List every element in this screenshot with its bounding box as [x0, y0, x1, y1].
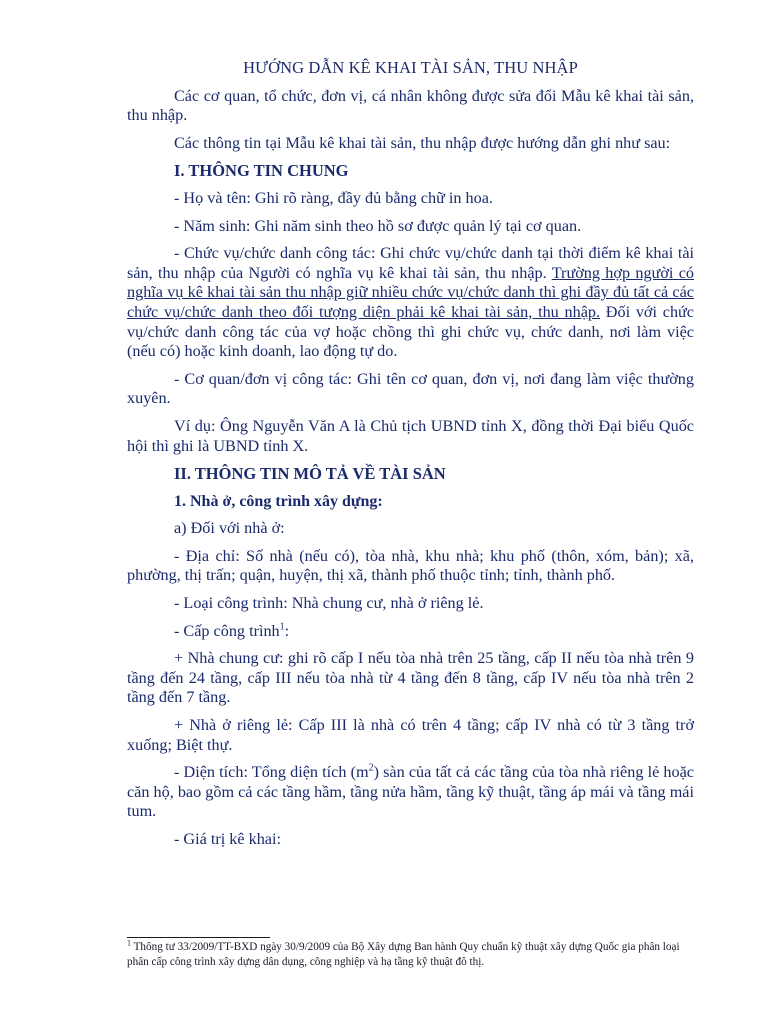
- footnote-reference[interactable]: 1: [279, 621, 285, 633]
- footnote-text: Thông tư 33/2009/TT-BXD ngày 30/9/2009 của Bộ Xây dựng Ban hành Quy chuẩn kỹ thuật xây dựng Quốc gia phân loại phân cấp công trình xây dựng dân dụng, công nghiệp và hạ tầng kỹ thuật đô thị.: [127, 941, 680, 968]
- building-type-item: - Loại công trình: Nhà chung cư, nhà ở riêng lẻ.: [174, 594, 484, 613]
- area-text-part1: - Diện tích: Tổng diện tích (m: [174, 763, 369, 782]
- sub-a-label: a) Đối với nhà ở:: [174, 519, 285, 538]
- building-grade-suffix: :: [284, 621, 290, 640]
- position-item: [127, 244, 694, 362]
- footnote: [127, 940, 694, 970]
- private-house-grade-item: + Nhà ở riêng lẻ: Cấp III là nhà có trên 4 tầng; cấp IV nhà có từ 3 tầng trở xuống; Biệt thự.: [127, 716, 694, 754]
- section-1-heading: I. THÔNG TIN CHUNG: [174, 161, 349, 181]
- intro-paragraph-1: Các cơ quan, tổ chức, đơn vị, cá nhân không được sửa đổi Mẫu kê khai tài sản, thu nhập.: [127, 86, 694, 125]
- section-2-heading: II. THÔNG TIN MÔ TẢ VỀ TÀI SẢN: [174, 464, 446, 484]
- intro-paragraph-2: Các thông tin tại Mẫu kê khai tài sản, thu nhập được hướng dẫn ghi như sau:: [174, 133, 671, 152]
- square-superscript: 2: [368, 762, 374, 774]
- building-grade-item: [127, 622, 694, 642]
- position-text-part2: Đối với chức vụ/chức danh công tác của vợ hoặc chồng thì ghi chức vụ, chức danh, nơi làm việc (nếu có) hoặc kinh doanh, lao động tự do.: [127, 302, 694, 361]
- footnote-separator: [127, 937, 270, 938]
- declared-value-item: - Giá trị kê khai:: [174, 830, 281, 848]
- address-item: - Địa chỉ: Số nhà (nếu có), tòa nhà, khu nhà; khu phố (thôn, xóm, bản); xã, phường, thị trấn; quận, huyện, thị xã, thành phố thuộc tỉnh; tỉnh, thành phố.: [127, 546, 694, 585]
- position-underlined-text: Trường hợp người có nghĩa vụ kê khai tài sản thu nhập giữ nhiều chức vụ/chức danh thì ghi đầy đủ tất cả các chức vụ/chức danh theo đối tượng diện phải kê khai tài sản, thu nhập.: [127, 263, 694, 321]
- building-grade-label: - Cấp công trình: [174, 621, 280, 640]
- footnote-number: 1: [127, 938, 131, 948]
- full-name-item: - Họ và tên: Ghi rõ ràng, đầy đủ bằng chữ in hoa.: [174, 188, 493, 207]
- area-item: [127, 763, 694, 822]
- workplace-item: - Cơ quan/đơn vị công tác: Ghi tên cơ quan, đơn vị, nơi đang làm việc thường xuyên.: [127, 369, 694, 408]
- subsection-housing-heading: 1. Nhà ở, công trình xây dựng:: [174, 492, 383, 510]
- document-page: [127, 58, 694, 858]
- apartment-grade-item: + Nhà chung cư: ghi rõ cấp I nếu tòa nhà trên 25 tầng, cấp II nếu tòa nhà trên 9 tầng đến 24 tầng, cấp III nếu tòa nhà từ 4 tầng đến 8 tầng, cấp IV nếu tòa nhà trên 2 tầng đến 7 tầng.: [127, 649, 694, 707]
- document-title: HƯỚNG DẪN KÊ KHAI TÀI SẢN, THU NHẬP: [243, 58, 578, 77]
- area-text-part2: ) sàn của tất cả các tầng của tòa nhà riêng lẻ hoặc căn hộ, bao gồm cả các tầng hầm, tầng nửa hầm, tầng kỹ thuật, tầng áp mái và tầng mái tum.: [127, 763, 694, 821]
- birth-year-item: - Năm sinh: Ghi năm sinh theo hồ sơ được quản lý tại cơ quan.: [174, 216, 582, 235]
- position-text-part1: - Chức vụ/chức danh công tác: Ghi chức vụ/chức danh tại thời điểm kê khai tài sản, thu nhập của Người có nghĩa vụ kê khai tài sản, thu nhập.: [127, 244, 694, 282]
- example-paragraph: Ví dụ: Ông Nguyễn Văn A là Chủ tịch UBND tỉnh X, đồng thời Đại biểu Quốc hội thì ghi là UBND tỉnh X.: [127, 416, 694, 455]
